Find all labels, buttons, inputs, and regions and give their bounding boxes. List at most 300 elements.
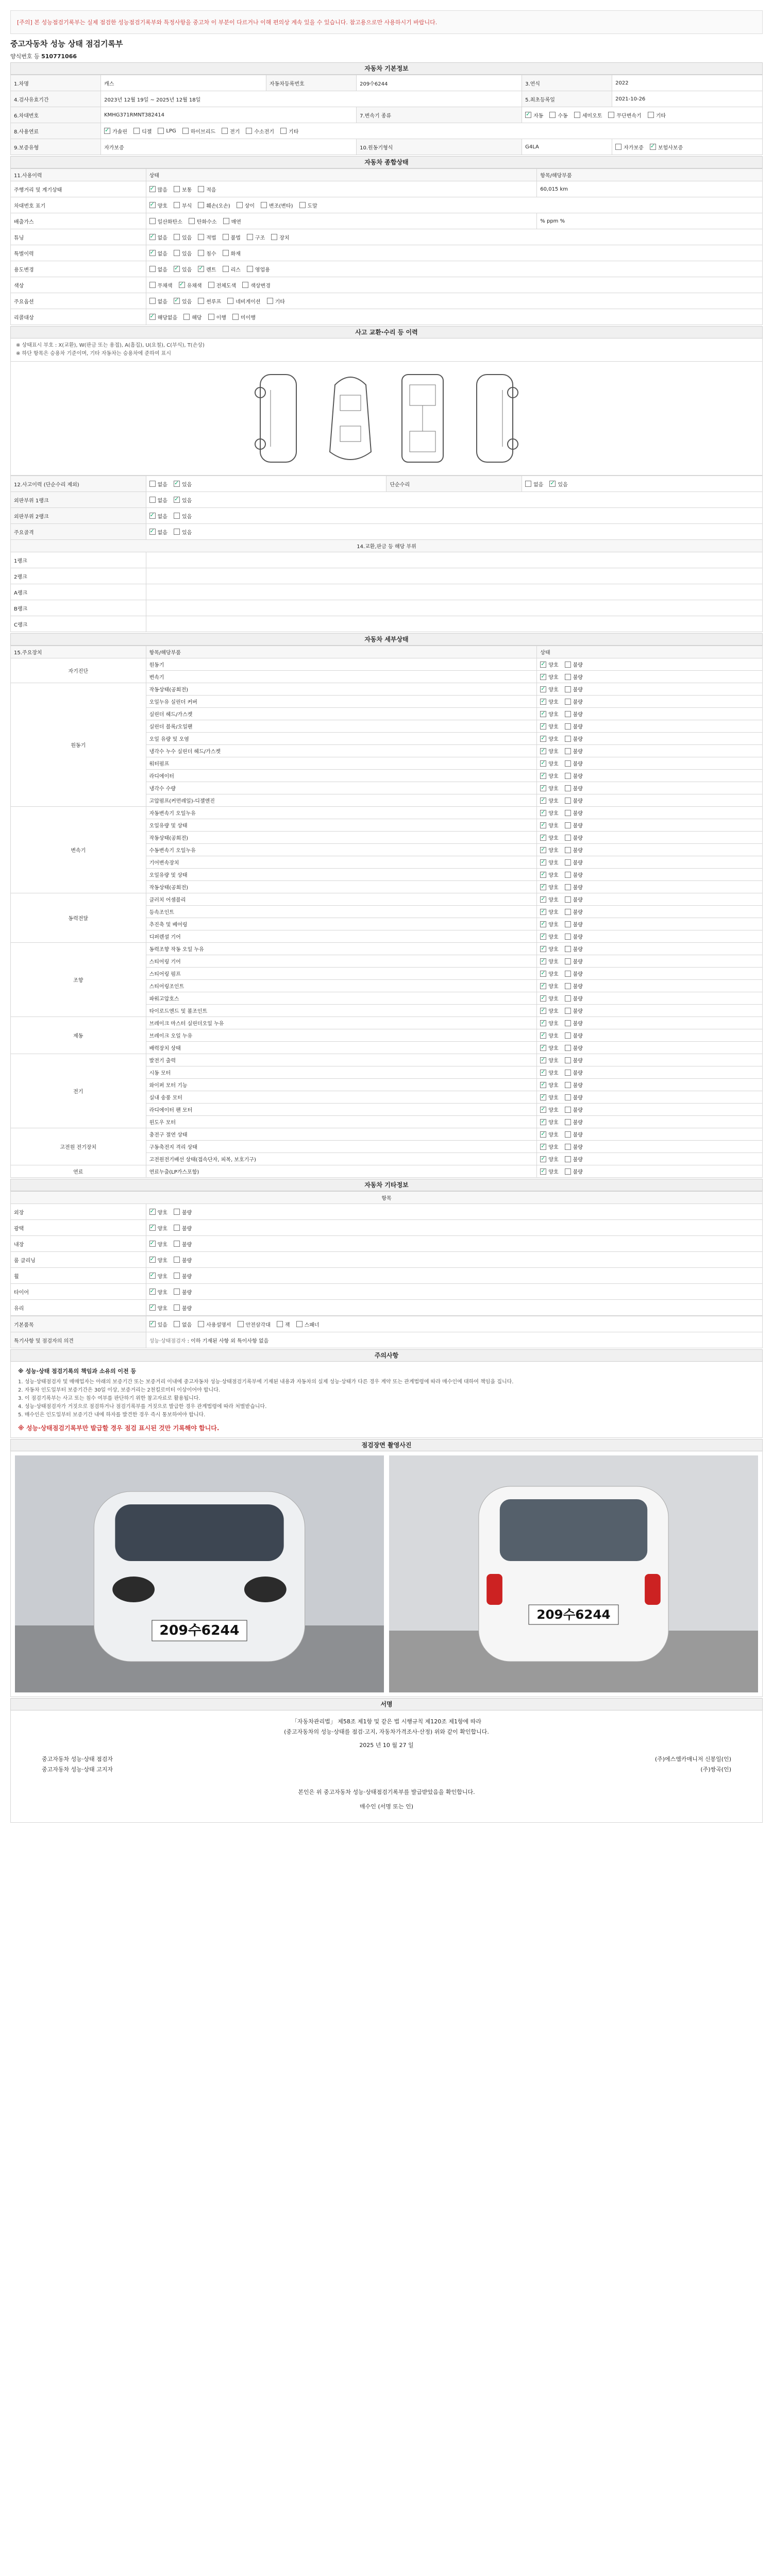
tuning-option[interactable]: ✓ 없음	[149, 233, 167, 241]
detail-item: 고전원전기배선 상태(접속단자, 피복, 보호기구)	[146, 1153, 537, 1165]
detail-state	[537, 943, 763, 955]
warranty-options	[612, 139, 763, 155]
trans-option[interactable]: 기타	[648, 111, 666, 119]
section-detail: 자동차 세부상태	[10, 633, 763, 646]
car-diagram	[10, 362, 763, 476]
detail-state	[537, 893, 763, 906]
detail-state-option[interactable]: ✓ 양호	[540, 1007, 558, 1014]
basic-item-option[interactable]: 스패너	[296, 1320, 320, 1328]
extra-state-option[interactable]: 불량	[174, 1256, 192, 1264]
rank-row: C랭크	[11, 616, 146, 632]
extra-item: 휠	[11, 1268, 146, 1284]
summary-row-label: 배출가스	[11, 213, 146, 229]
detail-state-option[interactable]: 불량	[565, 871, 583, 878]
detail-state-option[interactable]: ✓ 양호	[540, 834, 558, 841]
summary-row-options	[146, 197, 762, 213]
basic-item-option[interactable]: 잭	[277, 1320, 290, 1328]
tuning-option[interactable]: 적법	[198, 233, 216, 241]
color-option[interactable]: ✓ 유채색	[179, 281, 202, 289]
frame-none[interactable]: ✓ 없음	[149, 528, 167, 536]
detail-state-option[interactable]: ✓ 양호	[540, 895, 558, 903]
label-fuel: 8.사용연료	[11, 123, 101, 139]
detail-state-option[interactable]: 불량	[565, 994, 583, 1002]
detail-state-option[interactable]: 불량	[565, 895, 583, 903]
fuel-option[interactable]: LPG	[158, 127, 176, 135]
detail-state-option[interactable]: 불량	[565, 1056, 583, 1064]
vin-option[interactable]: 도말	[299, 201, 317, 209]
mileage-option[interactable]: 적음	[198, 185, 216, 193]
detail-state-option[interactable]: ✓ 양호	[540, 1031, 558, 1039]
tuning-option[interactable]: 장치	[271, 233, 289, 241]
usage-option[interactable]: 영업용	[247, 265, 270, 273]
detail-state-option[interactable]: ✓ 양호	[540, 1044, 558, 1052]
rear-car-icon	[389, 1455, 758, 1692]
extra-state-option[interactable]: ✓ 양호	[149, 1272, 167, 1280]
detail-item: 파워고압호스	[146, 992, 537, 1005]
opinion-cell: 성능·상태점검자 : 이하 기재된 사항 외 특이사항 없음	[146, 1332, 762, 1348]
detail-state-option[interactable]: 불량	[565, 846, 583, 854]
extra-state-option[interactable]: 불량	[174, 1288, 192, 1296]
value-vin: KMHG371RMNT382414	[101, 107, 357, 123]
summary-col-item: 11.사용이력	[11, 169, 146, 181]
detail-state	[537, 1017, 763, 1029]
extra-row	[11, 1252, 763, 1268]
vin-option[interactable]: 훼손(오손)	[198, 201, 230, 209]
detail-state-option[interactable]: 불량	[565, 698, 583, 705]
fuel-option[interactable]: 수소전기	[246, 127, 274, 135]
vin-option[interactable]: 부식	[174, 201, 192, 209]
label-car-name: 1.차명	[11, 75, 101, 91]
frame-label: 주요골격	[11, 524, 146, 540]
detail-state-option[interactable]: 불량	[565, 759, 583, 767]
detail-state-option[interactable]: 불량	[565, 710, 583, 718]
recall-option[interactable]: 이행	[208, 313, 226, 321]
detail-group: 원동기	[11, 683, 146, 807]
outer2-yes[interactable]: 있음	[174, 512, 192, 520]
detail-state-option[interactable]: ✓ 양호	[540, 735, 558, 742]
detail-state-option[interactable]: 불량	[565, 1019, 583, 1027]
detail-state	[537, 1042, 763, 1054]
detail-state-option[interactable]: ✓ 양호	[540, 1019, 558, 1027]
detail-state	[537, 794, 763, 807]
detail-state	[537, 992, 763, 1005]
report-page	[10, 10, 763, 1823]
extra-state-option[interactable]: ✓ 양호	[149, 1208, 167, 1216]
value-reg-no: 209수6244	[357, 75, 522, 91]
usage-option[interactable]: ✓ 있음	[174, 265, 192, 273]
extra-state-option[interactable]: ✓ 양호	[149, 1256, 167, 1264]
outer1-yes[interactable]: ✓ 있음	[174, 496, 192, 504]
detail-state	[537, 819, 763, 832]
detail-state-option[interactable]: ✓ 양호	[540, 970, 558, 977]
detail-state-option[interactable]: ✓ 양호	[540, 660, 558, 668]
fuel-option[interactable]: 전기	[222, 127, 240, 135]
detail-state-option[interactable]: ✓ 양호	[540, 982, 558, 990]
extra-state-option[interactable]: ✓ 양호	[149, 1240, 167, 1248]
detail-state	[537, 844, 763, 856]
detail-item: 연료누출(LP가스포함)	[146, 1165, 537, 1178]
option-option[interactable]: 네비게이션	[227, 297, 260, 305]
detail-state-option[interactable]: 불량	[565, 722, 583, 730]
warranty-option[interactable]: ✓ 보험사보증	[650, 143, 683, 151]
label-year: 3.연식	[522, 75, 612, 91]
page-title: 중고자동차 성능 상태 점검기록부	[10, 39, 123, 48]
detail-state-option[interactable]: ✓ 양호	[540, 846, 558, 854]
section-sign: 서명	[10, 1698, 763, 1710]
usage-option[interactable]: 없음	[149, 265, 167, 273]
detail-state-option[interactable]: 불량	[565, 1031, 583, 1039]
notes-line: 1. 성능·상태점검자 및 매매업자는 아래의 보증기간 또는 보증거리 이내에 중고자동차 성능·상태점검기록부에 기재된 내용과 자동차의 실제 성능·상태가 다른 경우 계약 또는 관계법령에 따라 매수인에 대하여 책임을 집니다.	[18, 1379, 514, 1385]
detail-state-option[interactable]: ✓ 양호	[540, 994, 558, 1002]
detail-state-option[interactable]: 불량	[565, 1143, 583, 1150]
recall-option[interactable]: ✓ 해당없음	[149, 313, 178, 321]
mileage-option[interactable]: ✓ 많음	[149, 185, 167, 193]
history-option[interactable]: 있음	[174, 249, 192, 257]
summary-row-label: 용도변경	[11, 261, 146, 277]
detail-state-option[interactable]: 불량	[565, 1130, 583, 1138]
detail-state-option[interactable]: 불량	[565, 1167, 583, 1175]
notes-footer: ※ 성능·상태점검기록부만 발급할 경우 점검 표시된 것만 기록해야 합니다.	[18, 1425, 220, 1432]
detail-state-option[interactable]: ✓ 양호	[540, 1093, 558, 1101]
detail-state-option[interactable]: ✓ 양호	[540, 698, 558, 705]
section-summary: 자동차 종합상태	[10, 156, 763, 168]
label-reg-no: 자동차등록번호	[266, 75, 357, 91]
detail-state-option[interactable]: ✓ 양호	[540, 784, 558, 792]
detail-state-option[interactable]: 불량	[565, 1155, 583, 1163]
detail-state-option[interactable]: 불량	[565, 1106, 583, 1113]
detail-state-option[interactable]: ✓ 양호	[540, 673, 558, 681]
trans-option[interactable]: ✓ 자동	[525, 111, 543, 119]
detail-table	[10, 646, 763, 1178]
detail-state-option[interactable]: 불량	[565, 945, 583, 953]
detail-state-option[interactable]: 불량	[565, 970, 583, 977]
detail-state-option[interactable]: 불량	[565, 772, 583, 779]
detail-state	[537, 856, 763, 869]
buyer-label: 매수인 (서명 또는 인)	[359, 1803, 414, 1810]
rank-row-cells	[146, 600, 762, 616]
emission-option[interactable]: 매연	[223, 217, 241, 225]
doc-number: 양식번호 등 510771066	[10, 53, 77, 60]
detail-state-option[interactable]: 불량	[565, 796, 583, 804]
detail-item: 스티어링 펌프	[146, 968, 537, 980]
detail-state-option[interactable]: 불량	[565, 834, 583, 841]
value-inspect: 2023년 12월 19일 ~ 2025년 12월 18일	[101, 91, 522, 107]
summary-row-options	[146, 229, 762, 245]
trans-option[interactable]: 수동	[549, 111, 567, 119]
notes-box	[10, 1362, 763, 1438]
detail-state-option[interactable]: ✓ 양호	[540, 933, 558, 940]
vin-option[interactable]: ✓ 양호	[149, 201, 167, 209]
usage-option[interactable]: ✓ 렌트	[198, 265, 216, 273]
summary-row-options	[146, 293, 762, 309]
detail-state-option[interactable]: 불량	[565, 883, 583, 891]
detail-state	[537, 658, 763, 671]
detail-state	[537, 1091, 763, 1104]
extra-state-option[interactable]: ✓ 양호	[149, 1304, 167, 1312]
detail-state-option[interactable]: 불량	[565, 784, 583, 792]
detail-state-option[interactable]: ✓ 양호	[540, 858, 558, 866]
detail-item: 타이로드엔드 및 볼조인트	[146, 1005, 537, 1017]
vin-option[interactable]: 변조(변타)	[261, 201, 293, 209]
car-top-diagram-icon	[322, 369, 379, 467]
detail-state-option[interactable]: 불량	[565, 685, 583, 693]
detail-state-option[interactable]: 불량	[565, 747, 583, 755]
detail-state-option[interactable]: ✓ 양호	[540, 685, 558, 693]
label-inspect: 4.검사유효기간	[11, 91, 101, 107]
extra-basic-table	[10, 1316, 763, 1348]
detail-group: 제동	[11, 1017, 146, 1054]
detail-state-option[interactable]: ✓ 양호	[540, 920, 558, 928]
history-option[interactable]: ✓ 없음	[149, 249, 167, 257]
detail-col-item: 항목/해당부품	[146, 646, 537, 658]
detail-state-option[interactable]: ✓ 양호	[540, 908, 558, 916]
detail-state-option[interactable]: 불량	[565, 1081, 583, 1089]
color-option[interactable]: 전체도색	[208, 281, 237, 289]
detail-state-option[interactable]: ✓ 양호	[540, 1167, 558, 1175]
detail-state-option[interactable]: ✓ 양호	[540, 809, 558, 817]
outer-rank1-options	[146, 492, 762, 508]
summary-row-options	[146, 213, 537, 229]
detail-item: 와이퍼 모터 기능	[146, 1079, 537, 1091]
repair-none[interactable]: 없음	[525, 480, 543, 488]
detail-state-option[interactable]: 불량	[565, 908, 583, 916]
detail-item: 실린더 블록/오일팬	[146, 720, 537, 733]
detail-state-option[interactable]: 불량	[565, 1044, 583, 1052]
basic-items-options	[146, 1316, 762, 1332]
exterior-legend: ※ 상태표시 부호 : X(교환), W(판금 또는 용접), A(흠집), U(요철), C(부식), T(손상)	[16, 343, 205, 348]
extra-state-option[interactable]: 불량	[174, 1272, 192, 1280]
detail-item: 오일 유량 및 오염	[146, 733, 537, 745]
detail-state-option[interactable]: ✓ 양호	[540, 1081, 558, 1089]
repair-yes[interactable]: ✓ 있음	[549, 480, 567, 488]
mileage-options	[146, 181, 537, 197]
sign-statement2: (중고자동차의 성능·상태를 점검·고지, 자동차가격조사·산정) 위와 같이 확인합니다.	[284, 1728, 489, 1735]
fuel-option[interactable]: 디젤	[133, 127, 152, 135]
detail-state-option[interactable]: ✓ 양호	[540, 883, 558, 891]
detail-state-option[interactable]: ✓ 양호	[540, 1155, 558, 1163]
detail-item: 시동 모터	[146, 1066, 537, 1079]
detail-row	[11, 1054, 763, 1066]
summary-row-label: 차대번호 표기	[11, 197, 146, 213]
detail-state	[537, 733, 763, 745]
detail-state-option[interactable]: 불량	[565, 1069, 583, 1076]
sign-receipt: 본인은 위 중고자동차 성능·상태점검기록부를 발급받았음을 확인합니다.	[298, 1788, 475, 1795]
detail-state-option[interactable]: ✓ 양호	[540, 871, 558, 878]
detail-state-option[interactable]: 불량	[565, 957, 583, 965]
recall-option[interactable]: 해당	[183, 313, 201, 321]
fuel-options	[101, 123, 763, 139]
recall-option[interactable]: 미이행	[232, 313, 256, 321]
detail-row	[11, 1017, 763, 1029]
detail-item: 브레이크 마스터 실린더오일 누유	[146, 1017, 537, 1029]
summary-row-options	[146, 245, 762, 261]
detail-row	[11, 1165, 763, 1178]
extra-state-option[interactable]: 불량	[174, 1304, 192, 1312]
extra-state-option[interactable]: 불량	[174, 1208, 192, 1216]
detail-item: 고압펌프(커먼레일)-디젤엔진	[146, 794, 537, 807]
detail-state-option[interactable]: 불량	[565, 920, 583, 928]
basic-item-option[interactable]: 사용설명서	[198, 1320, 231, 1328]
extra-col: 항목	[11, 1192, 763, 1204]
detail-state	[537, 1141, 763, 1153]
detail-item: 스티어링 기어	[146, 955, 537, 968]
accident-yes[interactable]: ✓ 있음	[174, 480, 192, 488]
rank-row: 2랭크	[11, 568, 146, 584]
trans-options	[522, 107, 763, 123]
trans-option[interactable]: 무단변속기	[608, 111, 641, 119]
extra-state	[146, 1220, 762, 1236]
mileage-option[interactable]: 보통	[174, 185, 192, 193]
detail-row	[11, 893, 763, 906]
section-notes: 주의사항	[10, 1349, 763, 1362]
detail-state	[537, 980, 763, 992]
section-photos: 점검장면 촬영사진	[10, 1439, 763, 1451]
detail-state	[537, 906, 763, 918]
fuel-option[interactable]: 하이브리드	[182, 127, 215, 135]
summary-row-label: 주요옵션	[11, 293, 146, 309]
option-option[interactable]: 썬루프	[198, 297, 221, 305]
option-option[interactable]: 없음	[149, 297, 167, 305]
detail-state-option[interactable]: ✓ 양호	[540, 957, 558, 965]
detail-state-option[interactable]: 불량	[565, 858, 583, 866]
detail-group: 자기진단	[11, 658, 146, 683]
detail-item: 라디에이터 팬 모터	[146, 1104, 537, 1116]
detail-state	[537, 696, 763, 708]
detail-state-option[interactable]: 불량	[565, 735, 583, 742]
detail-state-option[interactable]: 불량	[565, 933, 583, 940]
rank-row-cells	[146, 552, 762, 568]
detail-state-option[interactable]: 불량	[565, 821, 583, 829]
tuning-option[interactable]: 불법	[223, 233, 241, 241]
option-option[interactable]: 기타	[267, 297, 285, 305]
car-left-diagram-icon	[250, 369, 307, 467]
fuel-option[interactable]: ✓ 가솔린	[104, 127, 127, 135]
detail-state	[537, 1079, 763, 1091]
outer1-none[interactable]: 없음	[149, 496, 167, 504]
frame-options	[146, 524, 762, 540]
value-first-reg: 2021-10-26	[612, 91, 763, 107]
detail-state-option[interactable]: 불량	[565, 1093, 583, 1101]
notice-banner: [주의] 본 성능점검기록부는 실제 점검한 성능점검기록부와 특정사항을 중고차 이 부분이 다르거나 이해 편의상 계속 있을 수 있습니다. 참고용으로만 사용하시기 바랍니다.	[10, 10, 763, 34]
detail-group: 전기	[11, 1054, 146, 1128]
basic-table	[10, 75, 763, 155]
detail-state	[537, 708, 763, 720]
option-option[interactable]: ✓ 있음	[174, 297, 192, 305]
detail-state	[537, 683, 763, 696]
basic-item-option[interactable]: ✓ 있음	[149, 1320, 167, 1328]
history-option[interactable]: 침수	[198, 249, 216, 257]
extra-state-option[interactable]: ✓ 양호	[149, 1224, 167, 1232]
detail-item: 냉각수 수량	[146, 782, 537, 794]
detail-group: 고전원 전기장치	[11, 1128, 146, 1165]
usage-option[interactable]: 리스	[223, 265, 241, 273]
detail-state	[537, 671, 763, 683]
emission-option[interactable]: 탄화수소	[189, 217, 217, 225]
frame-yes[interactable]: 있음	[174, 528, 192, 536]
emission-unit: % ppm %	[537, 213, 763, 229]
inspector-label: 중고자동차 성능·상태 점검자	[42, 1756, 113, 1763]
detail-state-option[interactable]: ✓ 양호	[540, 1118, 558, 1126]
vin-option[interactable]: 상이	[237, 201, 255, 209]
detail-state	[537, 968, 763, 980]
extra-row	[11, 1300, 763, 1316]
detail-state-option[interactable]: 불량	[565, 660, 583, 668]
simple-repair-label: 단순수리	[386, 476, 522, 492]
label-warranty: 9.보증유형	[11, 139, 101, 155]
detail-state-option[interactable]: ✓ 양호	[540, 759, 558, 767]
sign-statement1: 「자동차관리법」 제58조 제1항 및 같은 법 시행규칙 제120조 제1항에 따라	[291, 1718, 482, 1725]
warranty-option[interactable]: 자가보증	[615, 143, 644, 151]
seller-label: 중고자동차 성능·상태 고지자	[42, 1766, 113, 1773]
detail-state-option[interactable]: ✓ 양호	[540, 1069, 558, 1076]
detail-state-option[interactable]: ✓ 양호	[540, 796, 558, 804]
detail-state-option[interactable]: ✓ 양호	[540, 722, 558, 730]
detail-state-option[interactable]: ✓ 양호	[540, 1056, 558, 1064]
detail-state-option[interactable]: ✓ 양호	[540, 772, 558, 779]
detail-state-option[interactable]: ✓ 양호	[540, 1130, 558, 1138]
ranks-title: 14.교환,판금 등 해당 부위	[11, 540, 763, 552]
detail-state-option[interactable]: ✓ 양호	[540, 747, 558, 755]
outer2-none[interactable]: ✓ 없음	[149, 512, 167, 520]
summary-row-label: 튜닝	[11, 229, 146, 245]
mileage-value: 60,015 km	[537, 181, 763, 197]
notes-line: 5. 매수인은 인도일부터 보증기간 내에 하자를 발견한 경우 즉시 통보하여야 합니다.	[18, 1412, 206, 1418]
detail-state-option[interactable]: 불량	[565, 1118, 583, 1126]
detail-row	[11, 807, 763, 819]
car-right-diagram-icon	[466, 369, 523, 467]
summary-table	[10, 168, 763, 325]
accident-none[interactable]: 없음	[149, 480, 167, 488]
detail-state-option[interactable]: ✓ 양호	[540, 710, 558, 718]
detail-state-option[interactable]: ✓ 양호	[540, 945, 558, 953]
front-photo	[15, 1455, 384, 1692]
detail-item: 자동변속기 오일누유	[146, 807, 537, 819]
detail-item: 작동상태(공회전)	[146, 832, 537, 844]
detail-state-option[interactable]: ✓ 양호	[540, 1143, 558, 1150]
basic-item-option[interactable]: 안전삼각대	[238, 1320, 271, 1328]
color-option[interactable]: 색상변경	[242, 281, 271, 289]
detail-state	[537, 1029, 763, 1042]
tuning-option[interactable]: 있음	[174, 233, 192, 241]
extra-state-option[interactable]: ✓ 양호	[149, 1288, 167, 1296]
detail-state-option[interactable]: ✓ 양호	[540, 821, 558, 829]
notes-line: 4. 성능·상태점검자가 거짓으로 점검하거나 점검기록부를 거짓으로 발급한 경우 관계법령에 따라 처벌받습니다.	[18, 1404, 267, 1410]
history-option[interactable]: 화재	[223, 249, 241, 257]
detail-state-option[interactable]: 불량	[565, 982, 583, 990]
extra-item: 룸 클리닝	[11, 1252, 146, 1268]
extra-item: 광택	[11, 1220, 146, 1236]
basic-item-option[interactable]: 없음	[174, 1320, 192, 1328]
detail-state-option[interactable]: 불량	[565, 673, 583, 681]
extra-state	[146, 1204, 762, 1220]
extra-state-option[interactable]: 불량	[174, 1240, 192, 1248]
detail-state-option[interactable]: ✓ 양호	[540, 1106, 558, 1113]
detail-state-option[interactable]: 불량	[565, 809, 583, 817]
simple-repair-options	[522, 476, 763, 492]
emission-option[interactable]: 일산화탄소	[149, 217, 182, 225]
detail-state-option[interactable]: 불량	[565, 1007, 583, 1014]
detail-state	[537, 757, 763, 770]
trans-option[interactable]: 세미오토	[574, 111, 602, 119]
color-option[interactable]: 무채색	[149, 281, 173, 289]
detail-item: 실린더 헤드/가스켓	[146, 708, 537, 720]
fuel-option[interactable]: 기타	[280, 127, 298, 135]
tuning-option[interactable]: 구조	[247, 233, 265, 241]
rank-row-cells	[146, 568, 762, 584]
inspector-value: (주)에스엠카매니저 신봉일(인)	[654, 1756, 731, 1763]
detail-item: 원동기	[146, 658, 537, 671]
extra-state-option[interactable]: 불량	[174, 1224, 192, 1232]
